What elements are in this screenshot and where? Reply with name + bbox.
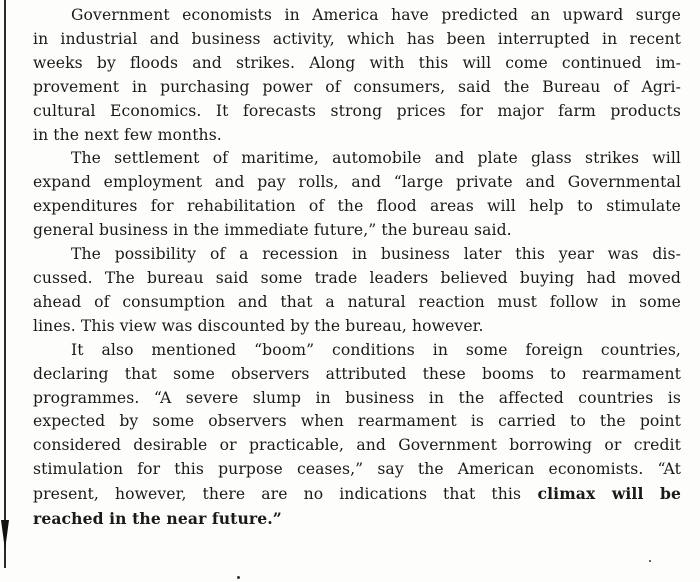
paragraph-4 [33,339,681,531]
paragraph-2 [33,147,681,243]
paragraph-line: The settlement of maritime, automobile and plate glass strikes will [71,149,681,168]
paragraph-line: stimulation for this purpose ceases,” say the American economists. “At [33,460,681,479]
paragraph-line: in the next few months. [33,125,222,144]
paragraph-line [33,482,681,507]
paragraph-line: reached in the near future.” [33,509,282,529]
paragraph-line: cussed. The bureau said some trade leaders believed buying had moved [33,268,681,287]
paragraph-line: expand employment and pay rolls, and “large private and Governmental [33,173,681,192]
paragraph-line: cultural Economics. It forecasts strong prices for major farm products [33,101,681,120]
paragraph-line: ahead of consumption and that a natural reaction must follow in some [33,292,681,311]
paragraph-line: general business in the immediate future,” the bureau said. [33,221,512,240]
paragraph-line: The possibility of a recession in business later this year was dis- [71,245,681,264]
paragraph-line: expenditures for rehabilitation of the flood areas will help to stimulate [33,197,681,216]
paragraph-line-text: present, however, there are no indications that this [33,485,522,504]
paragraph-line: considered desirable or practicable, and Government borrowing or credit [33,436,681,455]
paragraph-line: It also mentioned “boom” conditions in some foreign countries, [71,340,681,359]
print-speck [649,560,651,562]
bold-text: climax will be [521,484,681,504]
paragraph-line: lines. This view was discounted by the bureau, however. [33,316,484,335]
article-body [33,4,681,531]
column-rule-mark [1,520,9,550]
paragraph-line: in industrial and business activity, which has been interrupted in recent [33,29,681,48]
paragraph-line: expected by some observers when rearmament is carried to the point [33,412,681,431]
paragraph-line: provement in purchasing power of consumers, said the Bureau of Agri- [33,77,681,96]
paragraph-line: Government economists in America have predicted an upward surge [71,6,681,24]
paragraph-1 [33,4,681,147]
paragraph-line: programmes. “A severe slump in business in the affected countries is [33,388,681,407]
paragraph-line: weeks by floods and strikes. Along with this will come continued im- [33,53,681,72]
paragraph-3 [33,243,681,339]
paragraph-line: declaring that some observers attributed these booms to rearmament [33,364,681,383]
column-rule [4,0,6,568]
print-speck [237,576,240,579]
